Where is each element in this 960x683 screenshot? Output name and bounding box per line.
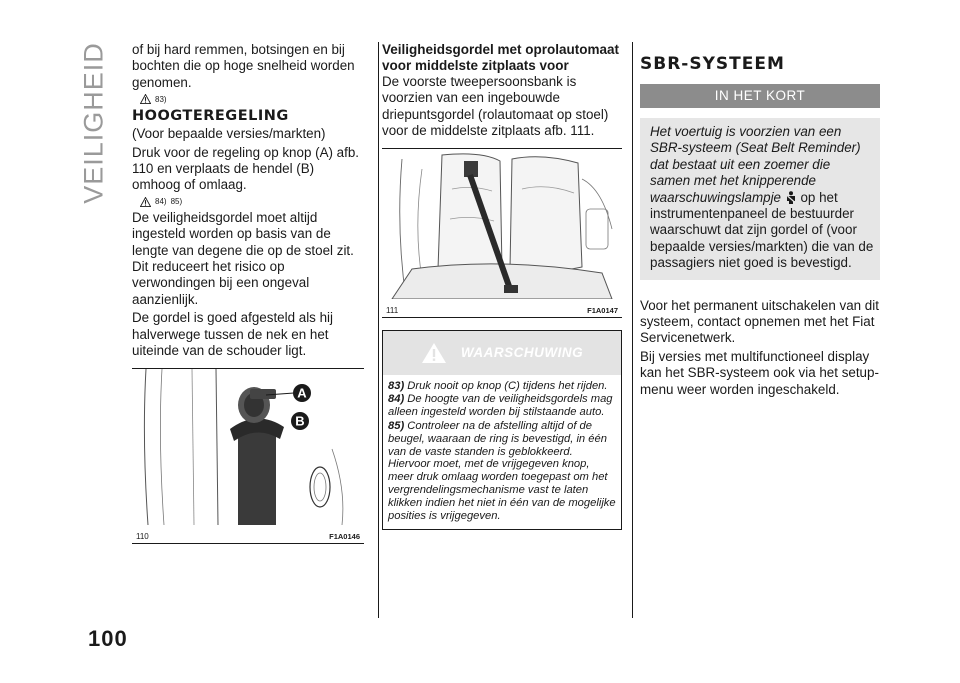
page-number: 100 <box>88 626 128 651</box>
section-side-title: VEILIGHEID <box>78 42 109 204</box>
warning-item: 84) De hoogte van de veiligheidsgordels mag alleen ingesteld worden bij stilstaande auto. <box>388 393 613 419</box>
column-1 <box>132 42 364 544</box>
section-heading: HOOGTEREGELING <box>132 108 289 125</box>
column-2 <box>382 42 622 530</box>
figure-111 <box>382 148 622 318</box>
paragraph: Voor het permanent uitschakelen van dit systeem, contact opnemen met het Fiat Servicenetwerk. <box>640 297 879 346</box>
figure-caption <box>132 530 364 543</box>
warning-body <box>383 375 621 530</box>
warning-item: 83) Druk nooit op knop (C) tijdens het rijden. <box>388 379 608 392</box>
paragraph: Druk voor de regeling op knop (A) afb. 110 en verplaats de hendel (B) omhoog of omlaag. <box>132 144 360 193</box>
warning-reference: 83) <box>140 94 364 104</box>
warning-triangle-icon <box>140 197 151 207</box>
summary-text: Het voertuig is voorzien van een SBR-systeem (Seat Belt Reminder) dat bestaat uit een zoemer die samen met het knipperende waarschuwingslampje op het <box>650 124 861 205</box>
column-3 <box>640 42 882 399</box>
figure-number: 110 <box>136 531 149 541</box>
summary-text: instrumentenpaneel de bestuurder waarschuwt dat zijn gordel of (voor bepaalde versies/markten) die van de passagiers niet goed is bevestigd. <box>650 206 874 271</box>
figure-code: F1A0147 <box>587 305 618 315</box>
figure-number: 111 <box>386 305 399 315</box>
column-divider <box>378 42 379 618</box>
summary-box <box>640 118 880 280</box>
paragraph: De gordel is goed afgesteld als hij halverwege tussen de nek en het uiteinde van de schouder ligt. <box>132 310 333 359</box>
paragraph: of bij hard remmen, botsingen en bij bochten die op hoge snelheid worden genomen. <box>132 42 355 90</box>
warning-header <box>383 331 621 375</box>
warning-title: WAARSCHUWING <box>460 345 584 361</box>
callout-b <box>290 411 310 431</box>
warning-item: 85) Controleer na de afstelling altijd of de beugel, waaraan de ring is bevestigd, in één van de vaste standen is geblokkeerd. Hiervoor moet, met de vrijgegeven knop, meer druk omlaag worden toegepast om het vergrendelingsmechanisme vast te laten klikken indien het niet in één van de mogelijke posities is vrijgegeven. <box>388 420 616 522</box>
warning-reference: 84) 85) <box>140 197 364 207</box>
section-heading: SBR-SYSTEEM <box>640 54 785 74</box>
warning-box <box>382 330 622 531</box>
belt-height-adjuster-illustration <box>132 369 364 525</box>
paragraph: Bij versies met multifunctioneel display kan het SBR-systeem ook via het setup-menu weer worden ingeschakeld. <box>640 348 879 397</box>
figure-110 <box>132 368 364 544</box>
summary-title-bar: IN HET KORT <box>640 84 880 108</box>
figure-code: F1A0146 <box>329 531 360 541</box>
callout-line <box>266 391 296 399</box>
svg-text:A: A <box>297 385 307 400</box>
subsection-heading: Veiligheidsgordel met oprolautomaat voor middelste zitplaats voor <box>382 42 620 73</box>
seatbelt-warning-icon <box>785 191 797 204</box>
paragraph: De voorste tweepersoonsbank is voorzien van een ingebouwde driepuntsgordel (rolautomaat op stoel) voor de middelste zitplaats afb. 111. <box>382 74 609 139</box>
paragraph: De veiligheidsgordel moet altijd ingesteld worden op basis van de lengte van degene die op de stoel zit. Dit reduceert het risico op verwondingen bij een ongeval aanzienlijk. <box>132 209 354 307</box>
middle-seat-belt-illustration <box>382 149 622 299</box>
warning-triangle-icon <box>421 342 447 364</box>
paragraph: (Voor bepaalde versies/markten) <box>132 126 326 142</box>
svg-text:B: B <box>295 413 305 428</box>
column-divider <box>632 42 633 618</box>
figure-caption <box>382 304 622 317</box>
warning-triangle-icon <box>140 94 151 104</box>
